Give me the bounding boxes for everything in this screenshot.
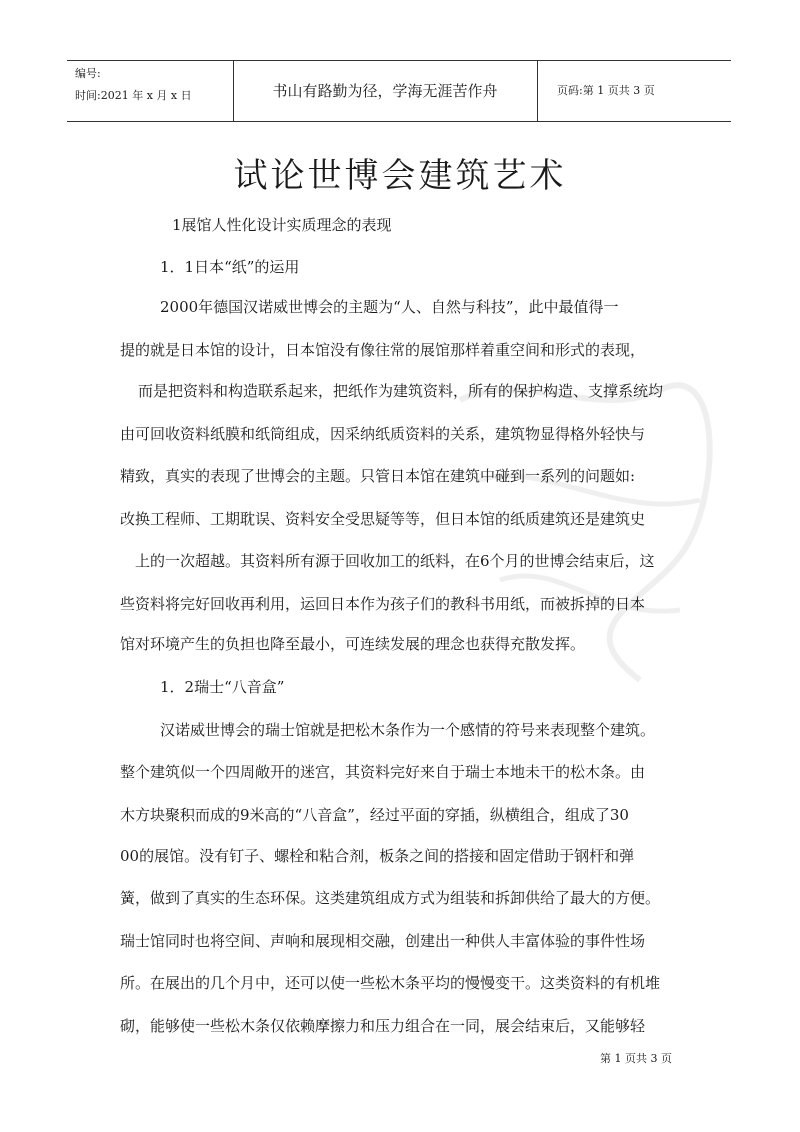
header-motto: 书山有路勤为径，学海无涯苦作舟 (272, 82, 498, 100)
paragraph-line: 而是把资料和构造联系起来，把纸作为建筑资料，所有的保护构造、支撑系统均 (138, 382, 664, 400)
subsection-heading: 1．1日本“纸”的运用 (160, 258, 300, 276)
watermark-seal (440, 360, 740, 720)
paragraph-line: 木方块聚积而成的9米高的“八音盒”，经过平面的穿插，纵横组合，组成了30 (120, 806, 629, 824)
page-header (67, 60, 731, 122)
paragraph-line: 瑞士馆同时也将空间、声响和展现相交融，创建出一种供人丰富体验的事件性场 (120, 932, 646, 950)
paragraph-line: 00的展馆。没有钉子、螺栓和粘合剂，板条之间的搭接和固定借助于钢杆和弹 (120, 847, 635, 865)
paragraph-line: 些资料将完好回收再利用，运回日本作为孩子们的教科书用纸，而被拆掉的日本 (120, 595, 646, 613)
paragraph-line: 整个建筑似一个四周敞开的迷宫，其资料完好来自于瑞士本地未干的松木条。由 (120, 763, 646, 781)
number-label: 编号: (75, 67, 101, 80)
paragraph-line: 上的一次超越。其资料所有源于回收加工的纸料，在6个月的世博会结束后，这 (135, 552, 655, 570)
paragraph-line: 2000年德国汉诺威世博会的主题为“人、自然与科技”，此中最值得一 (160, 298, 619, 316)
paragraph-line: 由可回收资料纸膜和纸筒组成，因采纳纸质资料的关系，建筑物显得格外轻快与 (120, 425, 646, 443)
paragraph-line: 所。在展出的几个月中，还可以使一些松木条平均的慢慢变干。这类资料的有机堆 (120, 974, 661, 992)
document-title: 试论世博会建筑艺术 (233, 156, 567, 196)
header-page-info: 页码:第 1 页共 3 页 (557, 84, 655, 97)
paragraph-line: 精致，真实的表现了世博会的主题。只管日本馆在建筑中碰到一系列的问题如: (120, 467, 636, 485)
subsection-heading: 1．2瑞士“八音盒” (160, 678, 285, 696)
header-meta (75, 63, 192, 107)
header-divider (537, 61, 538, 121)
page-footer: 第 1 页共 3 页 (600, 1052, 672, 1065)
paragraph-line: 改换工程师、工期耽误、资料安全受思疑等等，但日本馆的纸质建筑还是建筑史 (120, 510, 646, 528)
paragraph-line: 砌，能够使一些松木条仅依赖摩擦力和压力组合在一同，展会结束后，又能够轻 (120, 1017, 646, 1035)
paragraph-line: 汉诺威世博会的瑞士馆就是把松木条作为一个感情的符号来表现整个建筑。 (160, 721, 656, 739)
paragraph-line: 馆对环境产生的负担也降至最小，可连续发展的理念也获得充散发挥。 (120, 635, 586, 653)
time-label: 时间:2021 年 x 月 x 日 (75, 89, 192, 102)
paragraph-line: 簧，做到了真实的生态环保。这类建筑组成方式为组装和拆卸供给了最大的方便。 (120, 889, 661, 907)
paragraph-line: 提的就是日本馆的设计，日本馆没有像往常的展馆那样着重空间和形式的表现， (120, 341, 646, 359)
section-heading: 1展馆人性化设计实质理念的表现 (172, 216, 392, 234)
